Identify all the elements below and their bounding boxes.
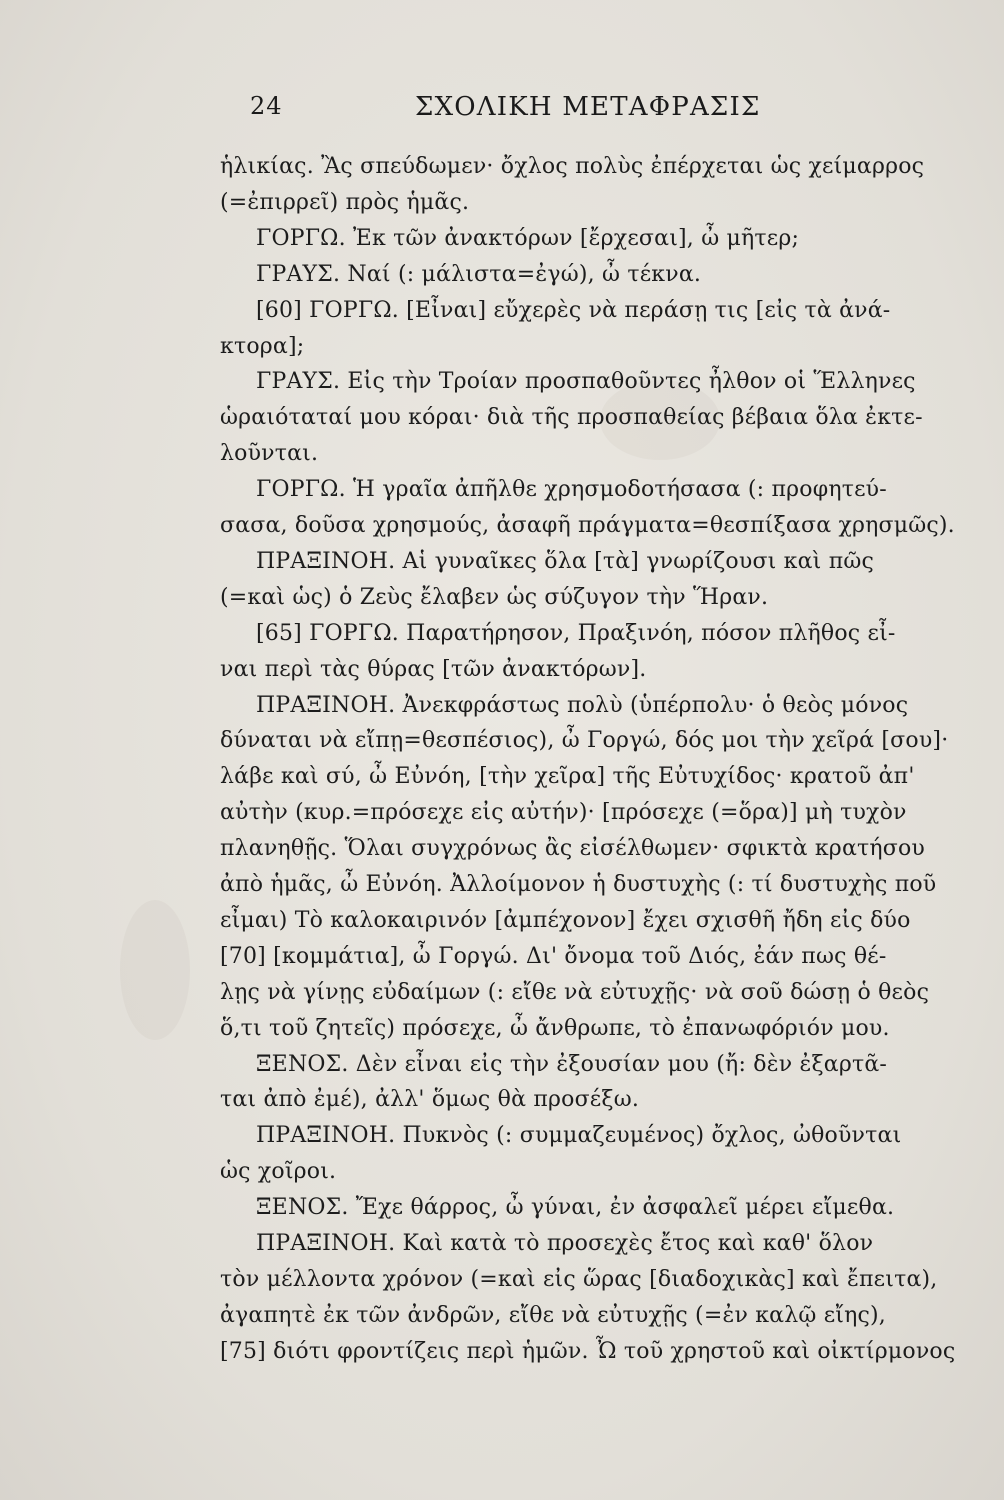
text-line: ὡς χοῖροι. [220,1159,337,1185]
text-line: ἀγαπητὲ ἐκ τῶν ἀνδρῶν, εἴθε νὰ εὐτυχῇς (=ἐν καλῷ εἴης), [220,1302,887,1328]
text-line: ΓΟΡΓΩ. Ἡ γραῖα ἀπῆλθε χρησμοδοτήσασα (: προφητεύ- [256,477,887,503]
text-line: ΠΡΑΞΙΝΟΗ. Ἀνεκφράστως πολὺ (ὑπέρπολυ· ὁ θεὸς μόνος [256,692,909,718]
body-text [220,150,960,1480]
text-line: ἀπὸ ἡμᾶς, ὦ Εὐνόη. Ἀλλοίμονον ἡ δυστυχὴς (: τί δυστυχὴς ποῦ [220,872,937,897]
text-line: δύναται νὰ εἴπῃ=θεσπέσιος), ὦ Γοργώ, δός μοι τὴν χεῖρά [σου]· [220,728,949,754]
text-line: ΠΡΑΞΙΝΟΗ. Καὶ κατὰ τὸ προσεχὲς ἔτος καὶ καθ' ὅλον [256,1231,874,1256]
text-line: ΓΟΡΓΩ. Ἐκ τῶν ἀνακτόρων [ἔρχεσαι], ὦ μῆτερ; [256,225,800,251]
text-line: [70] [κομμάτια], ὦ Γοργώ. Δι' ὄνομα τοῦ Διός, ἐάν πως θέ- [220,943,887,969]
text-line: εἶμαι) Τὸ καλοκαιρινόν [ἀμπέχονον] ἔχει σχισθῆ ἤδη εἰς δύο [220,907,911,933]
page-number: 24 [250,92,283,120]
paper-stain [120,900,190,1040]
text-line: ὅ,τι τοῦ ζητεῖς) πρόσεχε, ὦ ἄνθρωπε, τὸ ἐπανωφόριόν μου. [220,1015,890,1041]
text-line: [60] ΓΟΡΓΩ. [Εἶναι] εὔχερὲς νὰ περάσῃ τις [εἰς τὰ ἀνά- [256,297,891,323]
text-line: ἡλικίας. Ἂς σπεύδωμεν· ὄχλος πολὺς ἐπέρχεται ὡς χείμαρρος [220,154,925,179]
text-line: ΞΕΝΟΣ. Δὲν εἶναι εἰς τὴν ἐξουσίαν μου (ἤ: δὲν ἐξαρτᾶ- [256,1051,888,1077]
text-line: ται ἀπὸ ἐμέ), ἀλλ' ὅμως θὰ προσέξω. [220,1087,640,1113]
text-line: ΠΡΑΞΙΝΟΗ. Αἱ γυναῖκες ὅλα [τὰ] γνωρίζουσι καὶ πῶς [256,548,875,574]
page-header [250,92,770,132]
text-line: αὐτὴν (κυρ.=πρόσεχε εἰς αὐτήν)· [πρόσεχε (=ὅρα)] μὴ τυχὸν [220,800,907,826]
text-line: ΠΡΑΞΙΝΟΗ. Πυκνὸς (: συμμαζευμένος) ὄχλος, ὠθοῦνται [256,1123,902,1149]
text-line: κτορα]; [220,333,305,359]
text-line: ὡραιόταταί μου κόραι· διὰ τῆς προσπαθείας βέβαια ὅλα ἐκτε- [220,405,923,431]
text-line: ΓΡΑΥΣ. Εἰς τὴν Τροίαν προσπαθοῦντες ἦλθον οἱ Ἕλληνες [256,369,916,395]
text-line: ΓΡΑΥΣ. Ναί (: μάλιστα=ἐγώ), ὦ τέκνα. [256,261,702,287]
text-line: λοῦνται. [220,441,319,467]
text-line: [75] διότι φροντίζεις περὶ ἡμῶν. Ὦ τοῦ χρηστοῦ καὶ οἰκτίρμονος [220,1338,956,1364]
text-line: τὸν μέλλοντα χρόνον (=καὶ εἰς ὥρας [διαδοχικὰς] καὶ ἔπειτα), [220,1266,938,1292]
text-line: (=ἐπιρρεῖ) πρὸς ἡμᾶς. [220,189,470,215]
text-line: σασα, δοῦσα χρησμούς, ἀσαφῆ πράγματα=θεσπίξασα χρησμῶς). [220,513,955,538]
text-line: (=καὶ ὡς) ὁ Ζεὺς ἔλαβεν ὡς σύζυγον τὴν Ἥραν. [220,584,769,610]
text-line: [65] ΓΟΡΓΩ. Παρατήρησον, Πραξινόη, πόσον πλῆθος εἶ- [256,620,896,646]
running-head: ΣΧΟΛΙΚΗ ΜΕΤΑΦΡΑΣΙΣ [415,92,761,122]
text-line: ΞΕΝΟΣ. Ἔχε θάρρος, ὦ γύναι, ἐν ἀσφαλεῖ μέρει εἴμεθα. [256,1195,895,1221]
text-line: πλανηθῇς. Ὅλαι συγχρόνως ἂς εἰσέλθωμεν· σφικτὰ κρατήσου [220,836,925,862]
text-line: λάβε καὶ σύ, ὦ Εὐνόη, [τὴν χεῖρα] τῆς Εὐτυχίδος· κρατοῦ ἀπ' [220,764,915,790]
text-line: λῃς νὰ γίνῃς εὐδαίμων (: εἴθε νὰ εὐτυχῇς· νὰ σοῦ δώσῃ ὁ θεὸς [220,979,930,1005]
text-line: ναι περὶ τὰς θύρας [τῶν ἀνακτόρων]. [220,656,647,682]
